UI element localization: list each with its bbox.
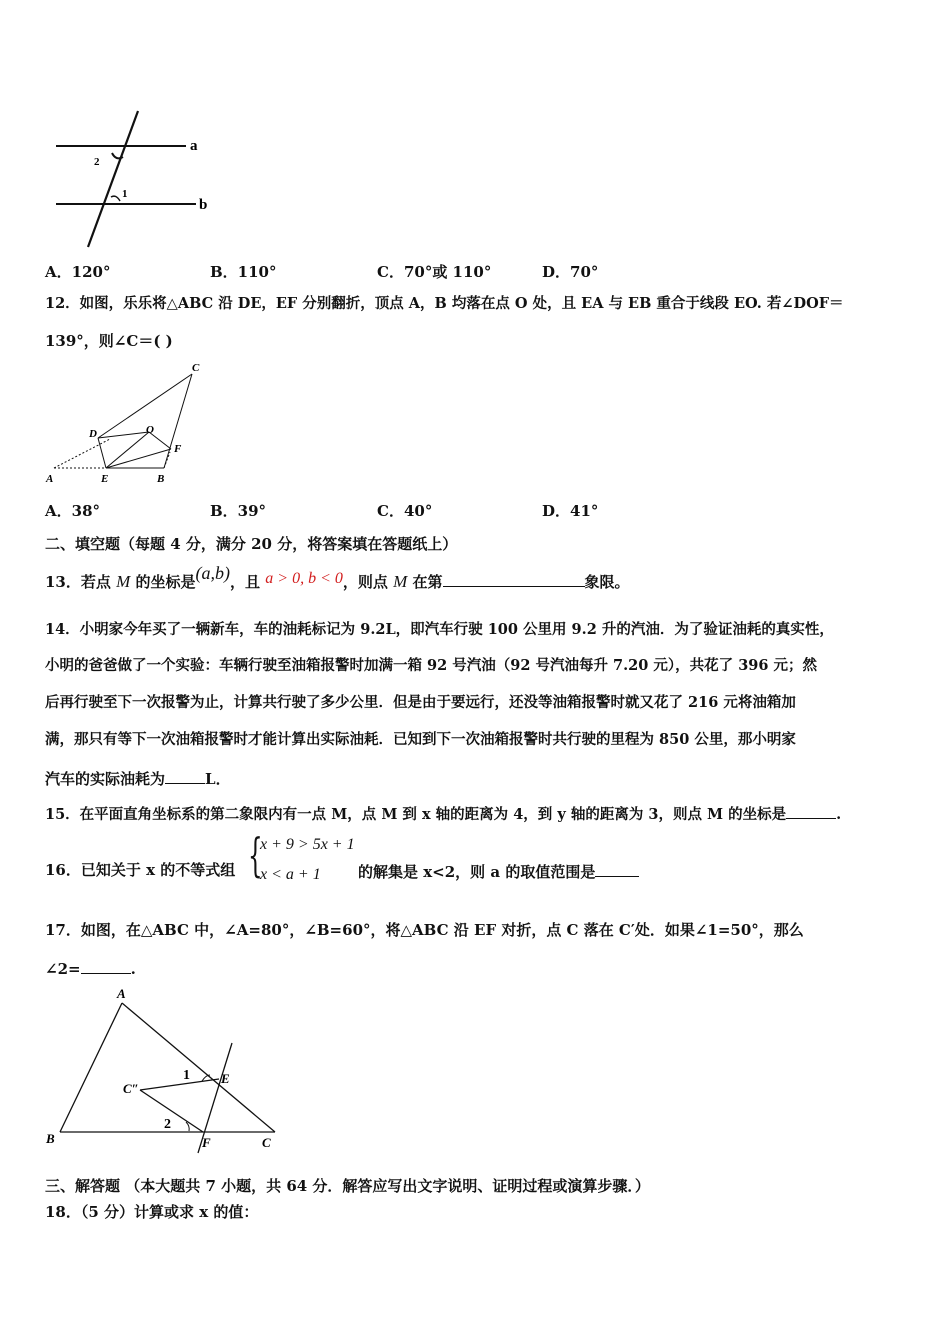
q11-option-c: C．70°或 110° — [377, 263, 492, 281]
q15: 15．在平面直角坐标系的第二象限内有一点 M，点 M 到 x 轴的距离为 4，到 y 轴的距离为 3，则点 M 的坐标是 . — [45, 802, 841, 825]
pt-C: C — [262, 1135, 271, 1150]
pt-E: E — [101, 473, 109, 485]
q12-option-c: C．40° — [377, 502, 433, 520]
q14-answer-blank[interactable] — [165, 767, 205, 784]
q12-option-d: D．41° — [542, 502, 599, 520]
pt-B: B — [46, 1131, 55, 1146]
q14-line2: 小明的爸爸做了一个实验：车辆行驶至油箱报警时加满一箱 92 号汽油（92 号汽油每升 7.20 元），共花了 396 元；然 — [45, 657, 818, 674]
q14-line4: 满，那只有等下一次油箱报警时才能计算出实际油耗．已知到下一次油箱报警时共行驶的里程为 850 公里，那小明家 — [45, 731, 796, 748]
pt-D: D — [89, 428, 97, 440]
q13-point-m2: M — [393, 572, 408, 591]
q13-condition: a > 0, b < 0 — [265, 570, 343, 587]
q16-answer-blank[interactable] — [595, 860, 639, 877]
q13: 13．若点 M 的坐标是(a,b)，且 a > 0, b < 0，则点 M 在第 象限。 — [45, 563, 630, 591]
section-2-heading: 二、填空题（每题 4 分，满分 20 分，将答案填在答题纸上） — [45, 535, 458, 553]
q14-line1: 14．小明家今年买了一辆新车，车的油耗标记为 9.2L，即汽车行驶 100 公里用 9.2 升的汽油．为了验证油耗的真实性， — [45, 621, 834, 638]
section-3-heading: 三、解答题 （本大题共 7 小题，共 64 分．解答应写出文字说明、证明过程或演算步骤．） — [45, 1177, 650, 1195]
label-2: 2 — [94, 156, 100, 168]
q16-suffix: 的解集是 x<2，则 a 的取值范围是 — [358, 860, 639, 882]
q11-option-d: D．70° — [542, 263, 599, 281]
q13-point-m: M — [116, 572, 131, 591]
pt-A: A — [117, 986, 126, 1001]
q12-line2: 139°，则∠C＝( ) — [45, 332, 173, 350]
q17-answer-blank[interactable] — [81, 957, 131, 974]
q17-line2: ∠2= . — [45, 957, 136, 979]
label-b: b — [199, 197, 208, 213]
q12-option-a: A．38° — [45, 502, 101, 520]
parallel-lines-figure — [50, 105, 220, 253]
q15-answer-blank[interactable] — [786, 802, 836, 819]
angle-1-label: 1 — [183, 1068, 190, 1083]
q14-line5: 汽车的实际油耗为 L． — [45, 767, 231, 789]
q16-prefix: 16．已知关于 x 的不等式组 — [45, 861, 236, 879]
pt-C-prime: C″ — [123, 1081, 139, 1096]
q13-coord: (a,b) — [195, 563, 231, 583]
q16-inequality-1: x + 9 > 5x + 1 — [260, 836, 355, 853]
q11-option-a: A．120° — [45, 263, 111, 281]
q18: 18．（5 分）计算或求 x 的值： — [45, 1203, 259, 1221]
triangle-fold-ef-figure — [40, 985, 290, 1160]
pt-F: F — [202, 1135, 211, 1150]
q13-answer-blank[interactable] — [443, 570, 585, 587]
q12-option-b: B．39° — [210, 502, 267, 520]
label-1: 1 — [122, 188, 128, 200]
q17-line1: 17．如图，在△ABC 中，∠A=80°，∠B=60°，将△ABC 沿 EF 对折，点 C 落在 C′处．如果∠1=50°，那么 — [45, 921, 804, 939]
pt-O: O — [146, 424, 154, 436]
q16-brace: { — [248, 828, 263, 882]
angle-2-label: 2 — [164, 1117, 171, 1132]
transversal — [88, 111, 138, 247]
pt-E: E — [221, 1071, 230, 1086]
pt-B: B — [157, 473, 165, 485]
label-a: a — [190, 138, 198, 154]
pt-A: A — [46, 473, 54, 485]
triangle-fold-figure — [40, 360, 210, 490]
q14-line3: 后再行驶至下一次报警为止，计算共行驶了多少公里．但是由于要远行，还没等油箱报警时就又花了 216 元将油箱加 — [45, 694, 796, 711]
pt-C: C — [192, 362, 200, 374]
q12-line1: 12．如图，乐乐将△ABC 沿 DE，EF 分别翻折，顶点 A，B 均落在点 O 处，且 EA 与 EB 重合于线段 EO. 若∠DOF＝ — [45, 295, 844, 312]
angle-1-arc — [111, 196, 120, 201]
pt-F: F — [174, 443, 182, 455]
q16-inequality-2: x < a + 1 — [260, 866, 321, 883]
q11-option-b: B．110° — [210, 263, 277, 281]
